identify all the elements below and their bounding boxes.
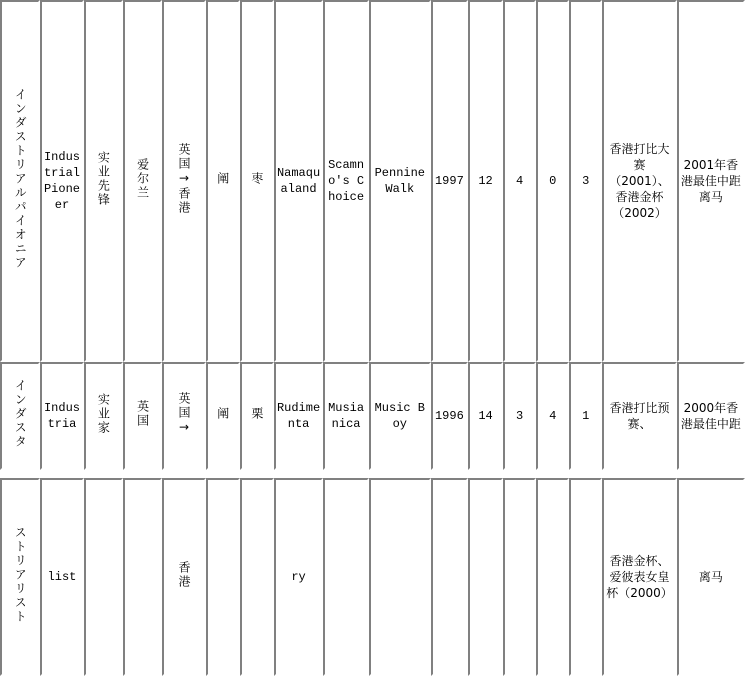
cell-wins [503, 362, 536, 470]
table-row [0, 362, 745, 470]
cell-owner [240, 362, 274, 470]
award-text: 2001年香港最佳中距离马 [680, 157, 741, 205]
route-text: 英国→ [176, 391, 191, 436]
cell-owner [240, 0, 274, 362]
cell-damsire [369, 0, 431, 362]
page-break-gap [0, 470, 745, 478]
award-text: 离马 [698, 569, 723, 584]
cell-seconds [536, 478, 569, 676]
cell-award [677, 478, 745, 676]
cell-starts [468, 0, 503, 362]
cell-dam [323, 0, 368, 362]
cell-sire [274, 478, 324, 676]
cell-name-kana [0, 362, 40, 470]
cell-route [162, 478, 205, 676]
year-text: 1997 [434, 173, 464, 188]
cell-thirds [569, 478, 602, 676]
cell-starts [468, 478, 503, 676]
cell-trainer [206, 478, 240, 676]
sire-text: Namaqualand [276, 165, 321, 196]
cell-trainer [206, 0, 240, 362]
achievements-text: 香港打比大赛（2001）、香港金杯（2002） [609, 141, 670, 221]
damsire-text: Pennine Walk [374, 165, 426, 196]
cell-damsire [369, 478, 431, 676]
dam-text: Scamno's Choice [328, 157, 365, 205]
cell-seconds [536, 362, 569, 470]
cell-achievements [602, 478, 676, 676]
cell-origin [123, 362, 162, 470]
cell-dam [323, 362, 368, 470]
seconds-text: 4 [549, 408, 557, 423]
table-row [0, 478, 745, 676]
cell-thirds [569, 362, 602, 470]
cell-sire [274, 362, 324, 470]
cell-wins [503, 0, 536, 362]
cell-award [677, 362, 745, 470]
name-latin-text: Industria [43, 400, 80, 431]
thirds-text: 3 [582, 173, 590, 188]
name-kana-text: インダスタ [13, 378, 28, 449]
cell-origin [123, 478, 162, 676]
cell-award [677, 0, 745, 362]
name-kana-text: ストリアリスト [13, 525, 28, 624]
cell-damsire [369, 362, 431, 470]
trainer-text: 阐 [215, 171, 230, 186]
owner-text: 枣 [249, 171, 264, 186]
cell-dam [323, 478, 368, 676]
cell-achievements [602, 362, 676, 470]
cell-achievements [602, 0, 676, 362]
achievements-text: 香港打比预赛、 [609, 400, 670, 431]
cell-trainer [206, 362, 240, 470]
damsire-text: Music Boy [374, 400, 426, 431]
cell-title [84, 362, 123, 470]
cell-name-latin [40, 0, 83, 362]
cell-name-latin [40, 478, 83, 676]
wins-text: 4 [516, 173, 524, 188]
cell-name-kana [0, 0, 40, 362]
origin-text: 英国 [135, 399, 150, 428]
cell-starts [468, 362, 503, 470]
starts-text: 14 [478, 408, 493, 423]
owner-text: 栗 [249, 406, 264, 421]
achievements-text: 香港金杯、爱彼表女皇杯（2000） [606, 553, 673, 601]
starts-text: 12 [478, 173, 493, 188]
cell-title [84, 478, 123, 676]
cell-seconds [536, 0, 569, 362]
title-text: 实业家 [96, 392, 111, 435]
year-text: 1996 [434, 408, 464, 423]
origin-text: 爱尔兰 [135, 157, 150, 200]
cell-title [84, 0, 123, 362]
dam-text: Musianica [328, 400, 365, 431]
sire-text: ry [291, 569, 306, 584]
cell-year [431, 0, 468, 362]
seconds-text: 0 [549, 173, 557, 188]
route-text: 香港 [176, 560, 191, 589]
cell-owner [240, 478, 274, 676]
cell-name-latin [40, 362, 83, 470]
name-kana-text: インダストリアルパイオニア [13, 87, 28, 270]
cell-wins [503, 478, 536, 676]
wins-text: 3 [516, 408, 524, 423]
cell-year [431, 362, 468, 470]
cell-sire [274, 0, 324, 362]
cell-route [162, 362, 205, 470]
name-latin-text: list [47, 569, 77, 584]
page-break-spacer [0, 470, 745, 478]
sire-text: Rudimenta [276, 400, 321, 431]
cell-name-kana [0, 478, 40, 676]
trainer-text: 阐 [215, 406, 230, 421]
award-text: 2000年香港最佳中距 [680, 400, 741, 431]
cell-route [162, 0, 205, 362]
cell-year [431, 478, 468, 676]
cell-origin [123, 0, 162, 362]
name-latin-text: Industrial Pioneer [43, 149, 80, 213]
cell-thirds [569, 0, 602, 362]
route-text: 英国→香港 [176, 142, 191, 215]
thirds-text: 1 [582, 408, 590, 423]
title-text: 实业先锋 [96, 150, 111, 207]
